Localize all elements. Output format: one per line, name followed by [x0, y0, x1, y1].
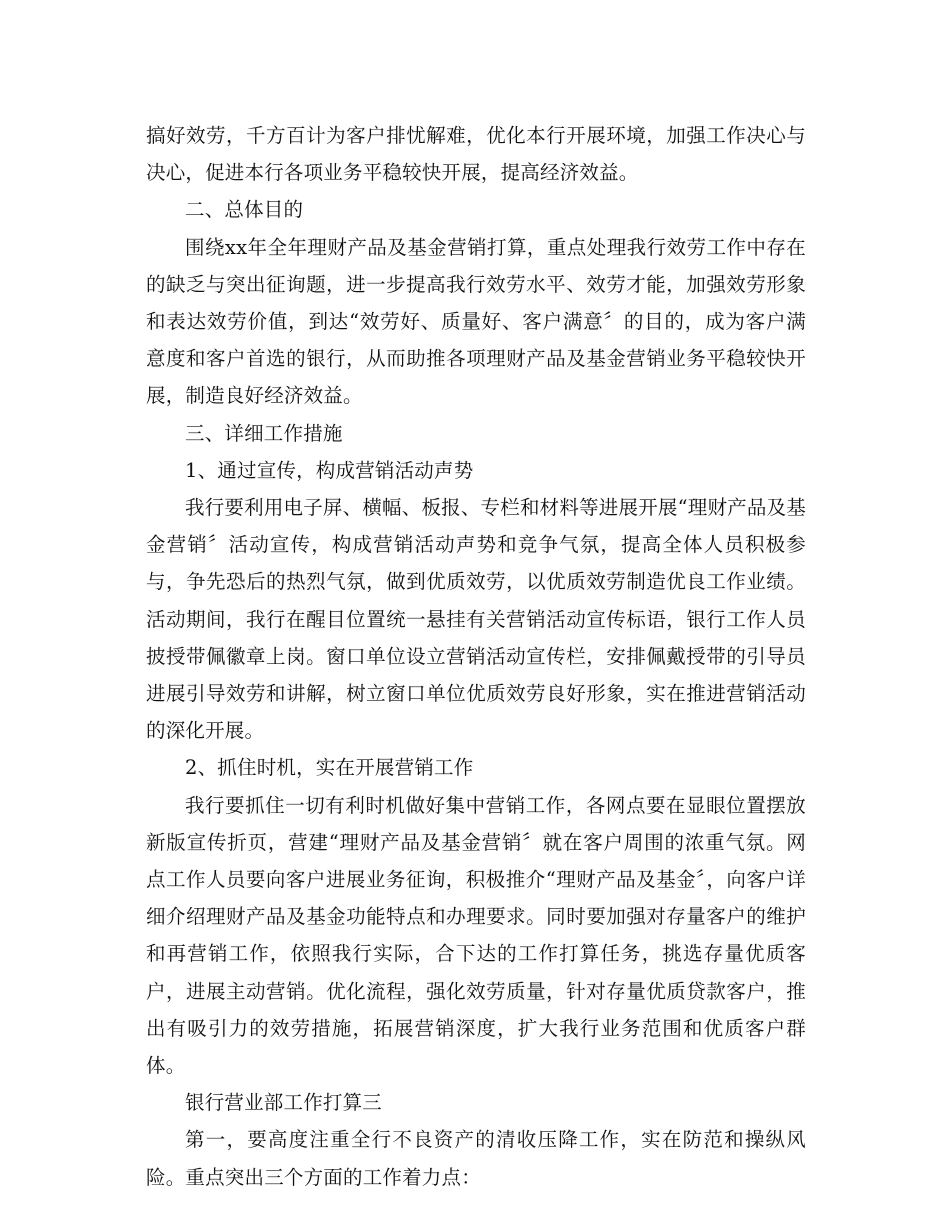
- paragraph-first-point: 第一，要高度注重全行不良资产的清收压降工作，实在防范和操纵风险。重点突出三个方面的工作着力点：: [146, 1128, 806, 1189]
- paragraph-overall-goal: 围绕xx年全年理财产品及基金营销打算，重点处理我行效劳工作中存在的缺乏与突出征询题，进一步提高我行效劳水平、效劳才能，加强效劳形象和表达效劳价值，到达“效劳好、质量好、客户满意〞的目的，成为客户满意度和客户首选的银行，从而助推各项理财产品及基金营销业务平稳较快开展，制造良好经济效益。: [146, 235, 806, 408]
- subheading-seize-opportunity: 2、抓住时机，实在开展营销工作: [185, 756, 474, 780]
- heading-overall-goal: 二、总体目的: [185, 198, 304, 222]
- heading-work-measures: 三、详细工作措施: [185, 421, 343, 445]
- paragraph-service-intro: 搞好效劳，千方百计为客户排忧解难，优化本行开展环境，加强工作决心与决心，促进本行各项业务平稳较快开展，提高经济效益。: [146, 124, 806, 185]
- subheading-publicity: 1、通过宣传，构成营销活动声势: [185, 458, 474, 482]
- document-body: [146, 117, 806, 1196]
- paragraph-seize-opportunity: 我行要抓住一切有利时机做好集中营销工作，各网点要在显眼位置摆放新版宣传折页，营建“理财产品及基金营销〞就在客户周围的浓重气氛。网点工作人员要向客户进展业务征询，积极推介“理财产品及基金〞，向客户详细介绍理财产品及基金功能特点和办理要求。同时要加强对存量客户的维护和再营销工作，依照我行实际，合下达的工作打算任务，挑选存量优质客户，进展主动营销。优化流程，强化效劳质量，针对存量优质贷款客户，推出有吸引力的效劳措施，拓展营销深度，扩大我行业务范围和优质客户群体。: [146, 793, 806, 1078]
- heading-work-plan-three: 银行营业部工作打算三: [185, 1091, 383, 1115]
- paragraph-publicity: 我行要利用电子屏、横幅、板报、专栏和材料等进展开展“理财产品及基金营销〞活动宣传，构成营销活动声势和竞争气氛，提高全体人员积极参与，争先恐后的热烈气氛，做到优质效劳，以优质效劳制造优良工作业绩。活动期间，我行在醒目位置统一悬挂有关营销活动宣传标语，银行工作人员披授带佩徽章上岗。窗口单位设立营销活动宣传栏，安排佩戴授带的引导员进展引导效劳和讲解，树立窗口单位优质效劳良好形象，实在推进营销活动的深化开展。: [146, 496, 806, 743]
